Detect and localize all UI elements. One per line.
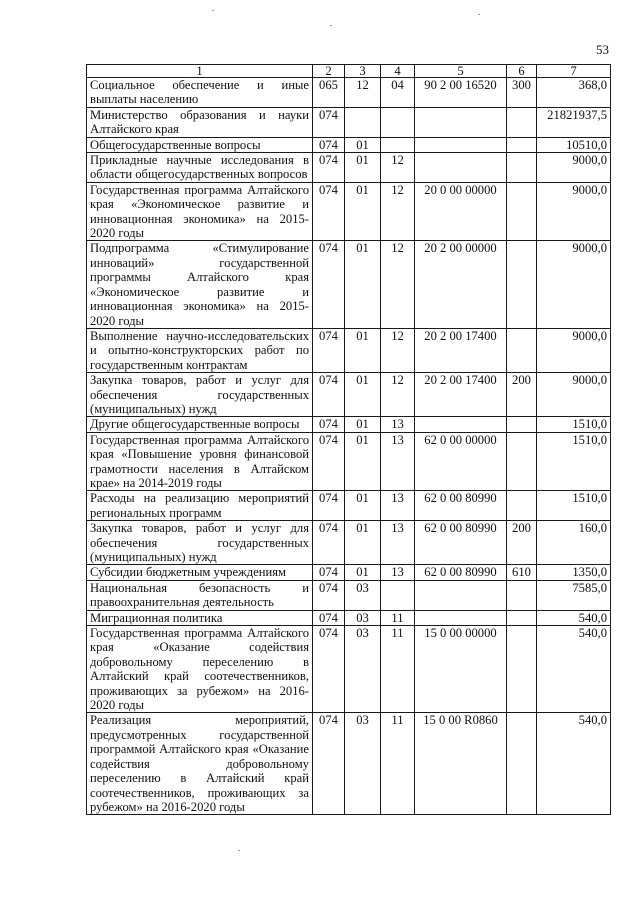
row-ministry-code: 074: [313, 328, 345, 372]
table-row: [87, 182, 611, 241]
table-row: [87, 137, 611, 152]
row-target-code: 20 0 00 00000: [415, 182, 507, 241]
row-target-code: 62 0 00 80990: [415, 565, 507, 580]
row-subsection-code: 12: [381, 328, 415, 372]
row-name: Государственная программа Алтайского края «Повышение уровня финансовой грамотности населения в Алтайском крае» на 2014-2019 годы: [87, 432, 313, 491]
row-ministry-code: 074: [313, 107, 345, 137]
row-expense-type-code: 200: [507, 521, 537, 565]
row-name: Социальное обеспечение и иные выплаты населению: [87, 78, 313, 108]
row-target-code: [415, 417, 507, 432]
row-subsection-code: 13: [381, 491, 415, 521]
row-name: Закупка товаров, работ и услуг для обеспечения государственных (муниципальных) нужд: [87, 373, 313, 417]
column-header-1: 1: [87, 65, 313, 78]
row-expense-type-code: [507, 137, 537, 152]
row-ministry-code: 074: [313, 417, 345, 432]
row-section-code: 03: [345, 580, 381, 610]
row-subsection-code: 11: [381, 626, 415, 713]
row-section-code: 12: [345, 78, 381, 108]
row-expense-type-code: [507, 432, 537, 491]
row-target-code: 15 0 00 00000: [415, 626, 507, 713]
row-amount: 10510,0: [537, 137, 611, 152]
row-ministry-code: 065: [313, 78, 345, 108]
row-name: Министерство образования и науки Алтайского края: [87, 107, 313, 137]
row-expense-type-code: [507, 610, 537, 625]
row-name: Общегосударственные вопросы: [87, 137, 313, 152]
row-target-code: 62 0 00 00000: [415, 432, 507, 491]
row-name: Другие общегосударственные вопросы: [87, 417, 313, 432]
row-section-code: 01: [345, 153, 381, 183]
row-target-code: [415, 580, 507, 610]
row-target-code: 62 0 00 80990: [415, 491, 507, 521]
table-row: [87, 241, 611, 328]
row-target-code: 62 0 00 80990: [415, 521, 507, 565]
row-ministry-code: 074: [313, 521, 345, 565]
row-amount: 9000,0: [537, 241, 611, 328]
row-amount: 21821937,5: [537, 107, 611, 137]
row-expense-type-code: [507, 107, 537, 137]
row-expense-type-code: [507, 182, 537, 241]
row-name: Подпрограмма «Стимулирование инноваций» государственной программы Алтайского края «Экономическое развитие и инновационная экономика» на 2015-2020 годы: [87, 241, 313, 328]
row-ministry-code: 074: [313, 580, 345, 610]
row-subsection-code: 13: [381, 417, 415, 432]
row-expense-type-code: [507, 713, 537, 815]
row-expense-type-code: [507, 328, 537, 372]
row-amount: 9000,0: [537, 153, 611, 183]
row-section-code: 01: [345, 328, 381, 372]
row-target-code: [415, 153, 507, 183]
row-expense-type-code: [507, 417, 537, 432]
column-header-7: 7: [537, 65, 611, 78]
row-ministry-code: 074: [313, 491, 345, 521]
row-section-code: 01: [345, 182, 381, 241]
row-subsection-code: 12: [381, 182, 415, 241]
row-amount: 368,0: [537, 78, 611, 108]
column-header-3: 3: [345, 65, 381, 78]
table-row: [87, 713, 611, 815]
budget-table: [86, 64, 611, 815]
scan-speck: [238, 850, 240, 851]
row-target-code: [415, 107, 507, 137]
table-row: [87, 565, 611, 580]
row-ministry-code: 074: [313, 432, 345, 491]
table-row: [87, 491, 611, 521]
row-amount: 540,0: [537, 626, 611, 713]
row-subsection-code: 13: [381, 521, 415, 565]
row-ministry-code: 074: [313, 610, 345, 625]
row-section-code: 01: [345, 241, 381, 328]
row-amount: 540,0: [537, 713, 611, 815]
row-subsection-code: 12: [381, 153, 415, 183]
row-name: Субсидии бюджетным учреждениям: [87, 565, 313, 580]
row-expense-type-code: [507, 241, 537, 328]
row-target-code: [415, 137, 507, 152]
row-name: Закупка товаров, работ и услуг для обеспечения государственных (муниципальных) нужд: [87, 521, 313, 565]
row-target-code: 20 2 00 17400: [415, 373, 507, 417]
row-target-code: [415, 610, 507, 625]
row-subsection-code: [381, 107, 415, 137]
row-amount: 1350,0: [537, 565, 611, 580]
column-header-5: 5: [415, 65, 507, 78]
row-subsection-code: 11: [381, 713, 415, 815]
row-name: Реализация мероприятий, предусмотренных государственной программой Алтайского края «Оказание содействия добровольному переселению в Алтайский край соотечественников, проживающих за рубежом» на 2016-2020 годы: [87, 713, 313, 815]
row-ministry-code: 074: [313, 241, 345, 328]
row-target-code: 20 2 00 00000: [415, 241, 507, 328]
row-ministry-code: 074: [313, 137, 345, 152]
row-target-code: 20 2 00 17400: [415, 328, 507, 372]
row-subsection-code: [381, 137, 415, 152]
row-section-code: 01: [345, 565, 381, 580]
row-section-code: 03: [345, 610, 381, 625]
row-amount: 540,0: [537, 610, 611, 625]
table-row: [87, 78, 611, 108]
row-subsection-code: 13: [381, 432, 415, 491]
row-section-code: 01: [345, 417, 381, 432]
row-ministry-code: 074: [313, 153, 345, 183]
row-amount: 1510,0: [537, 491, 611, 521]
table-row: [87, 521, 611, 565]
row-expense-type-code: [507, 153, 537, 183]
row-expense-type-code: 300: [507, 78, 537, 108]
row-ministry-code: 074: [313, 565, 345, 580]
row-subsection-code: 12: [381, 241, 415, 328]
table-row: [87, 626, 611, 713]
table-row: [87, 153, 611, 183]
row-ministry-code: 074: [313, 373, 345, 417]
row-ministry-code: 074: [313, 182, 345, 241]
row-subsection-code: [381, 580, 415, 610]
row-name: Выполнение научно-исследовательских и опытно-конструкторских работ по государственным контрактам: [87, 328, 313, 372]
row-target-code: 90 2 00 16520: [415, 78, 507, 108]
row-section-code: 03: [345, 713, 381, 815]
row-amount: 7585,0: [537, 580, 611, 610]
row-subsection-code: 11: [381, 610, 415, 625]
row-amount: 9000,0: [537, 328, 611, 372]
table-row: [87, 417, 611, 432]
scan-speck: [330, 25, 332, 26]
table-row: [87, 610, 611, 625]
table-row: [87, 107, 611, 137]
scan-speck: [478, 14, 480, 15]
row-section-code: 01: [345, 432, 381, 491]
row-subsection-code: 12: [381, 373, 415, 417]
row-subsection-code: 13: [381, 565, 415, 580]
column-header-2: 2: [313, 65, 345, 78]
table-row: [87, 432, 611, 491]
header-row: [87, 65, 611, 78]
row-section-code: [345, 107, 381, 137]
column-header-4: 4: [381, 65, 415, 78]
row-amount: 1510,0: [537, 432, 611, 491]
table-row: [87, 580, 611, 610]
table-row: [87, 373, 611, 417]
row-amount: 9000,0: [537, 182, 611, 241]
page-number: 53: [596, 42, 609, 57]
row-expense-type-code: [507, 626, 537, 713]
row-name: Миграционная политика: [87, 610, 313, 625]
row-name: Прикладные научные исследования в области общегосударственных вопросов: [87, 153, 313, 183]
row-section-code: 01: [345, 373, 381, 417]
row-ministry-code: 074: [313, 626, 345, 713]
column-header-6: 6: [507, 65, 537, 78]
row-expense-type-code: [507, 491, 537, 521]
row-name: Государственная программа Алтайского края «Оказание содействия добровольному переселению в Алтайский край соотечественников, проживающих за рубежом» на 2016-2020 годы: [87, 626, 313, 713]
row-name: Расходы на реализацию мероприятий региональных программ: [87, 491, 313, 521]
row-section-code: 01: [345, 521, 381, 565]
row-section-code: 01: [345, 137, 381, 152]
row-name: Национальная безопасность и правоохранительная деятельность: [87, 580, 313, 610]
row-target-code: 15 0 00 R0860: [415, 713, 507, 815]
row-expense-type-code: [507, 580, 537, 610]
scan-speck: [212, 10, 214, 11]
row-section-code: 03: [345, 626, 381, 713]
row-amount: 1510,0: [537, 417, 611, 432]
row-ministry-code: 074: [313, 713, 345, 815]
row-amount: 160,0: [537, 521, 611, 565]
row-expense-type-code: 610: [507, 565, 537, 580]
row-amount: 9000,0: [537, 373, 611, 417]
row-section-code: 01: [345, 491, 381, 521]
row-name: Государственная программа Алтайского края «Экономическое развитие и инновационная экономика» на 2015-2020 годы: [87, 182, 313, 241]
table-row: [87, 328, 611, 372]
row-subsection-code: 04: [381, 78, 415, 108]
row-expense-type-code: 200: [507, 373, 537, 417]
